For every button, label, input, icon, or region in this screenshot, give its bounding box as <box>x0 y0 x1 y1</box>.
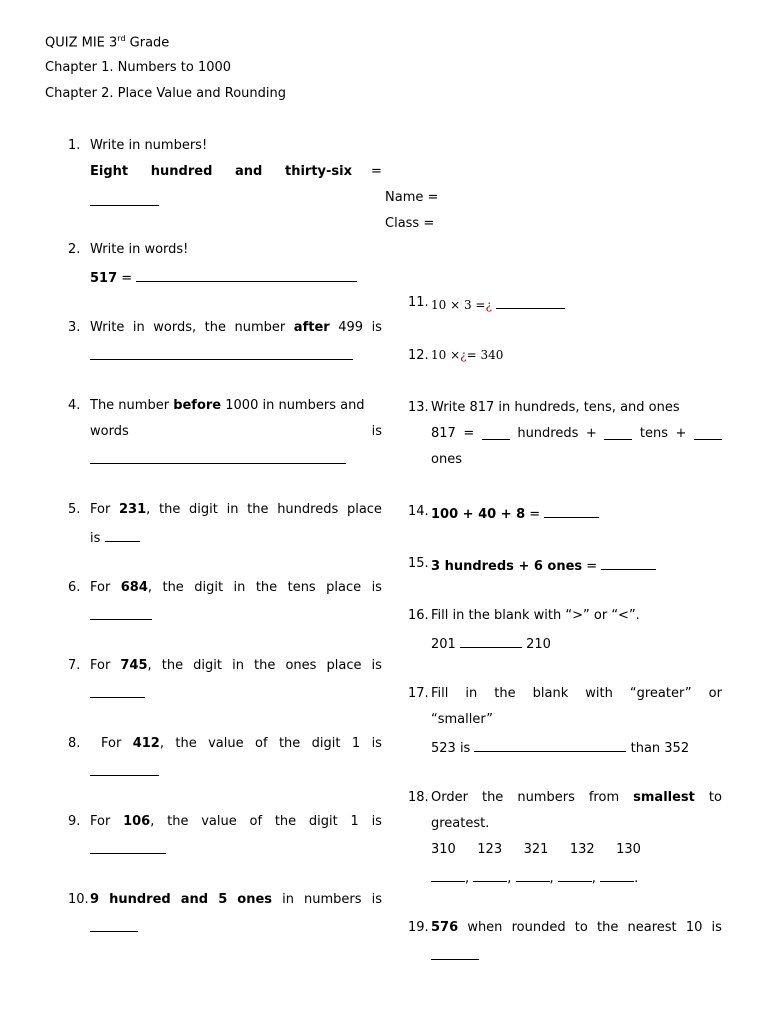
q4-bold: before <box>173 398 222 413</box>
q18-number: 18. <box>408 790 429 805</box>
q13-word: hundreds <box>517 426 579 441</box>
q13-hundreds-blank[interactable] <box>482 426 510 440</box>
q10-number: 10. <box>68 892 89 907</box>
q19-answer-blank[interactable] <box>431 946 479 964</box>
q2-number-value: 517 <box>90 271 118 286</box>
q8-value: 412 <box>132 736 160 751</box>
q2-text: Write in words! <box>90 242 189 257</box>
q8-word: is <box>371 736 382 751</box>
q6-value: 684 <box>120 580 148 595</box>
q7-word: ones <box>285 658 317 673</box>
q8-word: 1 <box>351 736 361 751</box>
q1-equals: = <box>371 164 382 179</box>
q10-word: 5 <box>218 892 228 907</box>
q10-word: 9 <box>90 892 100 907</box>
q5-text: For 231, the digit in the hundreds place <box>90 502 382 517</box>
q14-text <box>431 504 599 522</box>
q13-word: 817 <box>431 426 456 441</box>
q5-word: in <box>226 502 239 517</box>
q4-text-b: 1000 in numbers and <box>221 398 365 413</box>
q9-answer-blank[interactable] <box>90 840 166 858</box>
q10-word: and <box>180 892 209 907</box>
q6-word: the <box>255 580 278 595</box>
q12-mark: ¿ <box>460 348 467 362</box>
q9-word: 1 <box>350 814 359 829</box>
chapter-1: Chapter 1. Numbers to 1000 <box>45 60 232 75</box>
q18-word: to <box>708 790 722 805</box>
q10-word: in <box>282 892 294 907</box>
q9-word: digit <box>308 814 338 829</box>
q2-equals: = <box>117 271 137 286</box>
q14-expression: 100 + 40 + 8 <box>431 507 526 522</box>
q3-text <box>90 320 382 335</box>
q8-word: value <box>208 736 244 751</box>
q17-number: 17. <box>408 686 429 701</box>
q5-number: 5. <box>68 502 81 517</box>
q3-word: 499 <box>338 320 364 335</box>
q19-number: 19. <box>408 920 429 935</box>
q5-word: the <box>159 502 181 517</box>
q5-value: 231 <box>119 502 147 517</box>
q7-value: 745 <box>120 658 148 673</box>
q2-answer-blank[interactable] <box>136 268 357 282</box>
q1-word: and <box>235 164 263 179</box>
q1-number: 1. <box>68 138 81 153</box>
q5-word: For <box>90 502 111 517</box>
q8-word: digit <box>311 736 341 751</box>
q7-number: 7. <box>68 658 81 673</box>
q4-word: words <box>90 424 129 439</box>
title-text: QUIZ MIE 3 <box>45 35 118 51</box>
q14-equals: = <box>525 507 545 522</box>
q8-word: For <box>101 736 122 751</box>
q6-answer-blank[interactable] <box>90 606 152 624</box>
q6-word: the <box>162 580 184 595</box>
q9-word: value <box>201 814 237 829</box>
q3-word: after <box>293 320 330 335</box>
q19-word: the <box>597 920 619 935</box>
q7-word: place <box>326 658 362 673</box>
q10-word: hundred <box>109 892 171 907</box>
name-field[interactable]: Name = <box>385 190 439 205</box>
q5-is: is <box>90 531 101 546</box>
q6-word: in <box>233 580 246 595</box>
q18-word: Order <box>431 790 468 805</box>
q1-text: Write in numbers! <box>90 138 208 153</box>
q15-text <box>431 556 656 574</box>
q2-number: 2. <box>68 242 81 257</box>
q11-number: 11. <box>408 295 429 310</box>
q3-answer-blank[interactable] <box>90 346 353 364</box>
quiz-title <box>45 34 169 50</box>
q16-number: 16. <box>408 608 429 623</box>
title-end: Grade <box>125 35 170 51</box>
q15-answer-blank[interactable] <box>601 556 656 570</box>
q13-text: Write 817 in hundreds, tens, and ones <box>431 400 680 415</box>
q9-word: is <box>371 814 382 829</box>
q18-list-number: 132 <box>569 842 595 857</box>
q13-word: = <box>463 426 475 441</box>
q13-word: tens <box>639 426 668 441</box>
q4-text-line2 <box>90 424 382 439</box>
q10-word: numbers <box>304 892 362 907</box>
q16-line2 <box>431 634 551 652</box>
q18-answer-blanks[interactable]: , , , , . <box>431 868 638 886</box>
q19-word: 576 <box>431 920 459 935</box>
q6-word: tens <box>287 580 316 595</box>
q3-word: is <box>371 320 382 335</box>
q4-text <box>90 398 365 413</box>
q19-word: nearest <box>627 920 677 935</box>
q18-text <box>431 790 722 805</box>
q7-word: in <box>232 658 244 673</box>
q13-word: + <box>675 426 687 441</box>
q17-word: the <box>494 686 516 701</box>
q9-text: For 106, the value of the digit 1 is <box>90 814 382 829</box>
q9-number: 9. <box>68 814 81 829</box>
q8-word: the <box>175 736 197 751</box>
q18-word: the <box>481 790 504 805</box>
q17-word: or <box>708 686 722 701</box>
q18-list-number: 130 <box>616 842 641 857</box>
q5-word: the <box>247 502 269 517</box>
q11-math: 10 × 3 = <box>431 298 486 312</box>
q3-word: Write <box>90 320 125 335</box>
q9-word: the <box>274 814 297 829</box>
q4-answer-blank[interactable] <box>90 450 346 468</box>
q16-answer-blank[interactable] <box>460 634 522 648</box>
q12-math: 10 × <box>431 348 461 362</box>
q12-math-rest: = 340 <box>466 348 504 362</box>
q1-answer-blank[interactable] <box>90 192 159 210</box>
q4-text-a: The number <box>90 398 174 413</box>
q19-text <box>431 920 722 935</box>
q11-expression <box>431 295 565 313</box>
q12-number: 12. <box>408 348 429 363</box>
q7-word: is <box>371 658 382 673</box>
q16-right-value: 210 <box>521 637 551 652</box>
q4-word: is <box>371 424 382 439</box>
q9-value: 106 <box>123 814 151 829</box>
q19-word: to <box>574 920 588 935</box>
q10-word: is <box>371 892 382 907</box>
q1-word: thirty-six <box>285 164 352 179</box>
q1-word: Eight <box>90 164 129 179</box>
q13-line2 <box>431 426 722 441</box>
q6-word: For <box>90 580 111 595</box>
q13-tens-blank[interactable] <box>604 426 632 440</box>
q17-right-value: than 352 <box>626 741 690 756</box>
q10-answer-blank[interactable] <box>90 918 138 936</box>
q18-list-number: 310 <box>431 842 456 857</box>
q6-word: is <box>371 580 382 595</box>
q9-word: of <box>249 814 263 829</box>
q5-line2 <box>90 528 140 546</box>
q15-equals: = <box>582 559 602 574</box>
q19-word: is <box>711 920 722 935</box>
q18-list-number: 321 <box>523 842 549 857</box>
q1-word: hundred <box>150 164 213 179</box>
q19-word: 10 <box>685 920 703 935</box>
q8-number: 8. <box>68 736 81 751</box>
q17-word: “greater” <box>629 686 692 701</box>
q9-word: the <box>167 814 189 829</box>
q5-word: digit <box>189 502 218 517</box>
q13-ones-blank[interactable] <box>694 426 722 440</box>
q18-word: numbers <box>517 790 575 805</box>
q10-word: ones <box>237 892 273 907</box>
q6-number: 6. <box>68 580 81 595</box>
q17-line3 <box>431 738 689 756</box>
q7-word: the <box>254 658 276 673</box>
q18-word: from <box>588 790 620 805</box>
q5-answer-blank[interactable] <box>105 528 140 542</box>
q6-word: place <box>326 580 362 595</box>
q13-line3: ones <box>431 452 462 467</box>
q18-word: smallest <box>633 790 695 805</box>
q2-prompt <box>90 268 357 286</box>
q6-word: digit <box>194 580 224 595</box>
q14-number: 14. <box>408 504 429 519</box>
q13-number: 13. <box>408 400 429 415</box>
q3-word: the <box>204 320 226 335</box>
q9-word: For <box>90 814 111 829</box>
q6-text: For 684, the digit in the tens place is <box>90 580 382 595</box>
q8-text: For 412, the value of the digit 1 is <box>101 736 382 751</box>
q7-word: the <box>161 658 184 673</box>
q19-word: when <box>467 920 503 935</box>
chapter-2: Chapter 2. Place Value and Rounding <box>45 86 286 101</box>
q3-word: words, <box>153 320 197 335</box>
q18-list-number: 123 <box>477 842 503 857</box>
q18-line2: greatest. <box>431 816 490 831</box>
q17-word: Fill <box>431 686 449 701</box>
q17-left-value: 523 is <box>431 741 475 756</box>
q17-word: in <box>465 686 478 701</box>
q12-expression <box>431 348 503 363</box>
q8-word: of <box>255 736 268 751</box>
q7-answer-blank[interactable] <box>90 684 145 702</box>
q19-word: rounded <box>511 920 566 935</box>
q14-answer-blank[interactable] <box>544 504 599 518</box>
q5-word: hundreds <box>277 502 339 517</box>
q4-number: 4. <box>68 398 81 413</box>
q8-answer-blank[interactable] <box>90 762 159 780</box>
q10-text <box>90 892 382 907</box>
q7-text: For 745, the digit in the ones place is <box>90 658 382 673</box>
q18-number-list <box>431 842 641 857</box>
q5-word: place <box>346 502 382 517</box>
q3-word: in <box>132 320 145 335</box>
q1-words <box>90 164 352 179</box>
q7-word: digit <box>193 658 222 673</box>
q3-number: 3. <box>68 320 81 335</box>
q17-word: blank <box>532 686 569 701</box>
q17-text <box>431 686 722 701</box>
q16-left-value: 201 <box>431 637 460 652</box>
q17-answer-blank[interactable] <box>474 738 626 752</box>
q11-answer-blank[interactable] <box>496 295 565 309</box>
title-superscript: rd <box>117 34 126 43</box>
q11-mark: ¿ <box>485 298 492 312</box>
q15-number: 15. <box>408 556 429 571</box>
q15-expression: 3 hundreds + 6 ones <box>431 559 583 574</box>
q13-word: + <box>585 426 597 441</box>
q17-word: with <box>585 686 613 701</box>
q7-word: For <box>90 658 111 673</box>
q16-text: Fill in the blank with “>” or “<”. <box>431 608 640 623</box>
q17-line2: “smaller” <box>431 712 493 727</box>
class-field[interactable]: Class = <box>385 216 435 231</box>
q3-word: number <box>234 320 286 335</box>
q8-word: the <box>278 736 301 751</box>
